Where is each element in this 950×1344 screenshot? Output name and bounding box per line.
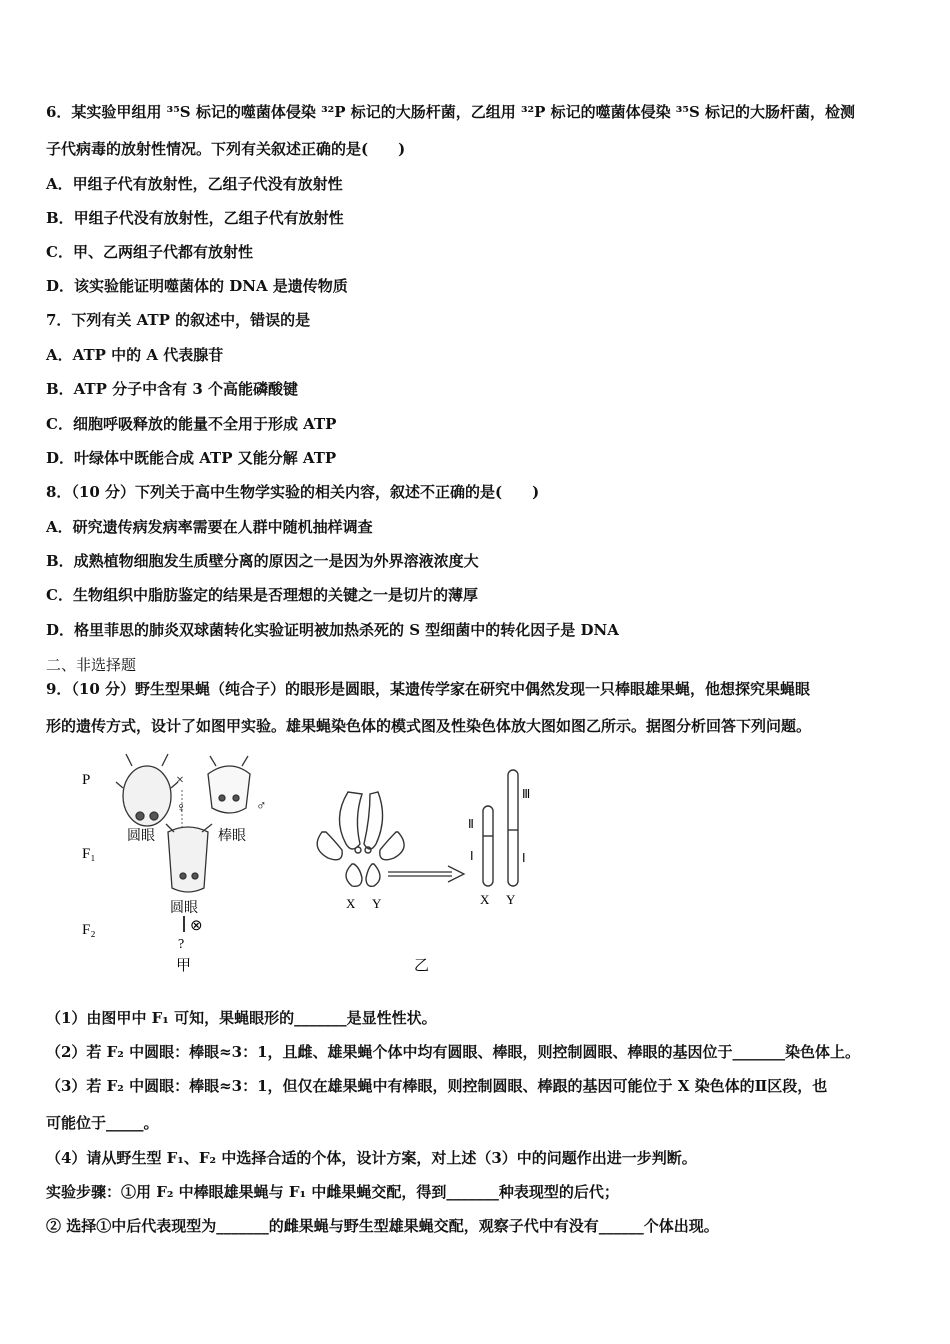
- figure-label-jia: 甲: [176, 958, 192, 974]
- generation-label-f1: F₁: [82, 846, 96, 862]
- y-chromosome-icon: [508, 770, 518, 886]
- q8-option-c: C．生物组织中脂肪鉴定的结果是否理想的关键之一是切片的薄厚: [46, 586, 478, 604]
- q9-stem-line1: 9．（10 分）野生型果蝇（纯合子）的眼形是圆眼，某遗传学家在研究中偶然发现一只棒眼雄果蝇，他想探究果蝇眼: [46, 680, 811, 698]
- chromosome-x-label: X: [346, 896, 356, 911]
- q9-sub3-line1: （3）若 F₂ 中圆眼：棒眼≈3：1，但仅在雄果蝇中有棒眼，则控制圆眼、棒跟的基因可能位于 X 染色体的Ⅱ区段，也: [46, 1077, 828, 1095]
- region-i-label-y: Ⅰ: [522, 851, 526, 865]
- chromosome-y-label: Y: [372, 896, 382, 911]
- female-symbol: ♀: [176, 801, 187, 816]
- male-fly-icon: [208, 756, 250, 813]
- q7-option-b: B．ATP 分子中含有 3 个高能磷酸键: [46, 380, 299, 398]
- generation-label-p: P: [82, 772, 91, 788]
- generation-label-f2: F₂: [82, 922, 96, 938]
- q8-option-a: A．研究遗传病发病率需要在人群中随机抽样调查: [46, 518, 373, 536]
- bar-eye-label: 棒眼: [218, 829, 246, 844]
- region-i-label-x: Ⅰ: [470, 849, 474, 863]
- q8-option-b: B．成熟植物细胞发生质壁分离的原因之一是因为外界溶液浓度大: [46, 552, 479, 570]
- q6-option-d: D．该实验能证明噬菌体的 DNA 是遗传物质: [46, 277, 348, 295]
- enlarged-y-label: Y: [506, 892, 516, 907]
- q8-option-d: D．格里菲思的肺炎双球菌转化实验证明被加热杀死的 S 型细菌中的转化因子是 DNA: [46, 621, 619, 639]
- q9-sub2: （2）若 F₂ 中圆眼：棒眼≈3：1，且雌、雄果蝇个体中均有圆眼、棒眼，则控制圆眼、棒眼的基因位于_______染色体上。: [46, 1043, 861, 1061]
- f2-unknown-mark: ?: [178, 937, 185, 952]
- q9-stem-line2: 形的遗传方式，设计了如图甲实验。雄果蝇染色体的模式图及性染色体放大图如图乙所示。据图分析回答下列问题。: [46, 717, 812, 735]
- region-iii-label: Ⅲ: [522, 787, 531, 801]
- q6-stem-line2: 子代病毒的放射性情况。下列有关叙述正确的是( ): [46, 140, 406, 158]
- round-eye-label: 圆眼: [127, 829, 155, 844]
- q6-stem-line1: 6．某实验甲组用 ³⁵S 标记的噬菌体侵染 ³²P 标记的大肠杆菌，乙组用 ³²P 标记的噬菌体侵染 ³⁵S 标记的大肠杆菌，检测: [46, 103, 856, 121]
- section-heading-nonchoice: 二、非选择题: [46, 656, 137, 674]
- q9-sub1: （1）由图甲中 F₁ 可知，果蝇眼形的_______是显性性状。: [46, 1009, 437, 1027]
- arrow-icon: [388, 866, 464, 882]
- q7-stem: 7．下列有关 ATP 的叙述中，错误的是: [46, 311, 311, 329]
- genetics-figure: [70, 748, 550, 980]
- enlarged-x-label: X: [480, 892, 490, 907]
- region-ii-label: Ⅱ: [468, 817, 474, 831]
- q6-option-c: C．甲、乙两组子代都有放射性: [46, 243, 253, 261]
- selfing-symbol: ⊗: [190, 918, 203, 934]
- figure-label-yi: 乙: [414, 958, 430, 974]
- male-symbol: ♂: [256, 799, 267, 814]
- f1-round-eye-label: 圆眼: [170, 901, 198, 916]
- q6-option-b: B．甲组子代没有放射性，乙组子代有放射性: [46, 209, 344, 227]
- cross-sign: ×: [176, 773, 184, 788]
- q9-step1: 实验步骤：①用 F₂ 中棒眼雄果蝇与 F₁ 中雌果蝇交配，得到_______种表现型的后代；: [46, 1183, 619, 1201]
- q8-stem: 8．（10 分）下列关于高中生物学实验的相关内容，叙述不正确的是( ): [46, 483, 540, 501]
- q9-step2: ② 选择①中后代表现型为_______的雌果蝇与野生型雄果蝇交配，观察子代中有没有______个体出现。: [46, 1217, 719, 1235]
- q7-option-d: D．叶绿体中既能合成 ATP 又能分解 ATP: [46, 449, 337, 467]
- q9-sub3-line2: 可能位于_____。: [46, 1114, 159, 1132]
- female-fly-icon: [116, 754, 178, 826]
- q6-option-a: A．甲组子代有放射性，乙组子代没有放射性: [46, 175, 343, 193]
- q7-option-c: C．细胞呼吸释放的能量不全用于形成 ATP: [46, 415, 337, 433]
- x-chromosome-icon: [483, 806, 493, 886]
- q7-option-a: A．ATP 中的 A 代表腺苷: [46, 346, 224, 364]
- q9-sub4: （4）请从野生型 F₁、F₂ 中选择合适的个体，设计方案，对上述（3）中的问题作出进一步判断。: [46, 1149, 697, 1167]
- f1-fly-icon: [166, 824, 212, 892]
